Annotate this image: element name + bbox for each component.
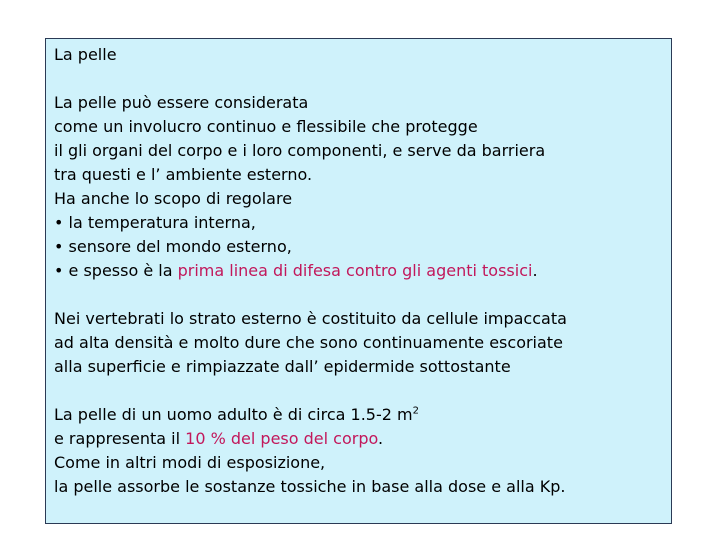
text-line: Nei vertebrati lo strato esterno è costituito da cellule impaccata bbox=[54, 309, 567, 328]
bullet-item bbox=[54, 259, 663, 283]
superscript: 2 bbox=[412, 405, 419, 417]
highlighted-text: 10 % del peso del corpo bbox=[185, 429, 378, 448]
text-segment: e rappresenta il bbox=[54, 429, 186, 448]
paragraph-skin-area bbox=[54, 403, 663, 499]
text-line: ad alta densità e molto dure che sono continuamente escoriate bbox=[54, 333, 563, 352]
text-line: tra questi e l’ ambiente esterno. bbox=[54, 165, 313, 184]
text-line: alla superficie e rimpiazzate dall’ epidermide sottostante bbox=[54, 357, 511, 376]
text-box bbox=[45, 38, 672, 524]
paragraph-intro bbox=[54, 91, 663, 283]
slide-title: La pelle bbox=[54, 45, 117, 64]
bullet-text-end: . bbox=[532, 261, 538, 280]
text-line: Ha anche lo scopo di regolare bbox=[54, 189, 293, 208]
text-line bbox=[54, 427, 663, 451]
text-line bbox=[54, 403, 663, 427]
text-line: La pelle può essere considerata bbox=[54, 93, 309, 112]
text-line: la pelle assorbe le sostanze tossiche in base alla dose e alla Kp. bbox=[54, 477, 566, 496]
text-segment: La pelle di un uomo adulto è di circa 1.5-2 m bbox=[54, 405, 413, 424]
text-line: il gli organi del corpo e i loro componenti, e serve da barriera bbox=[54, 141, 546, 160]
bullet-item: • la temperatura interna, bbox=[54, 213, 256, 232]
text-segment-end: . bbox=[378, 429, 384, 448]
text-line: Come in altri modi di esposizione, bbox=[54, 453, 326, 472]
paragraph-vertebrates bbox=[54, 307, 663, 379]
text-line: come un involucro continuo e flessibile che protegge bbox=[54, 117, 478, 136]
bullet-text: • e spesso è la bbox=[54, 261, 178, 280]
highlighted-text: prima linea di difesa contro gli agenti tossici bbox=[177, 261, 533, 280]
bullet-item: • sensore del mondo esterno, bbox=[54, 237, 292, 256]
